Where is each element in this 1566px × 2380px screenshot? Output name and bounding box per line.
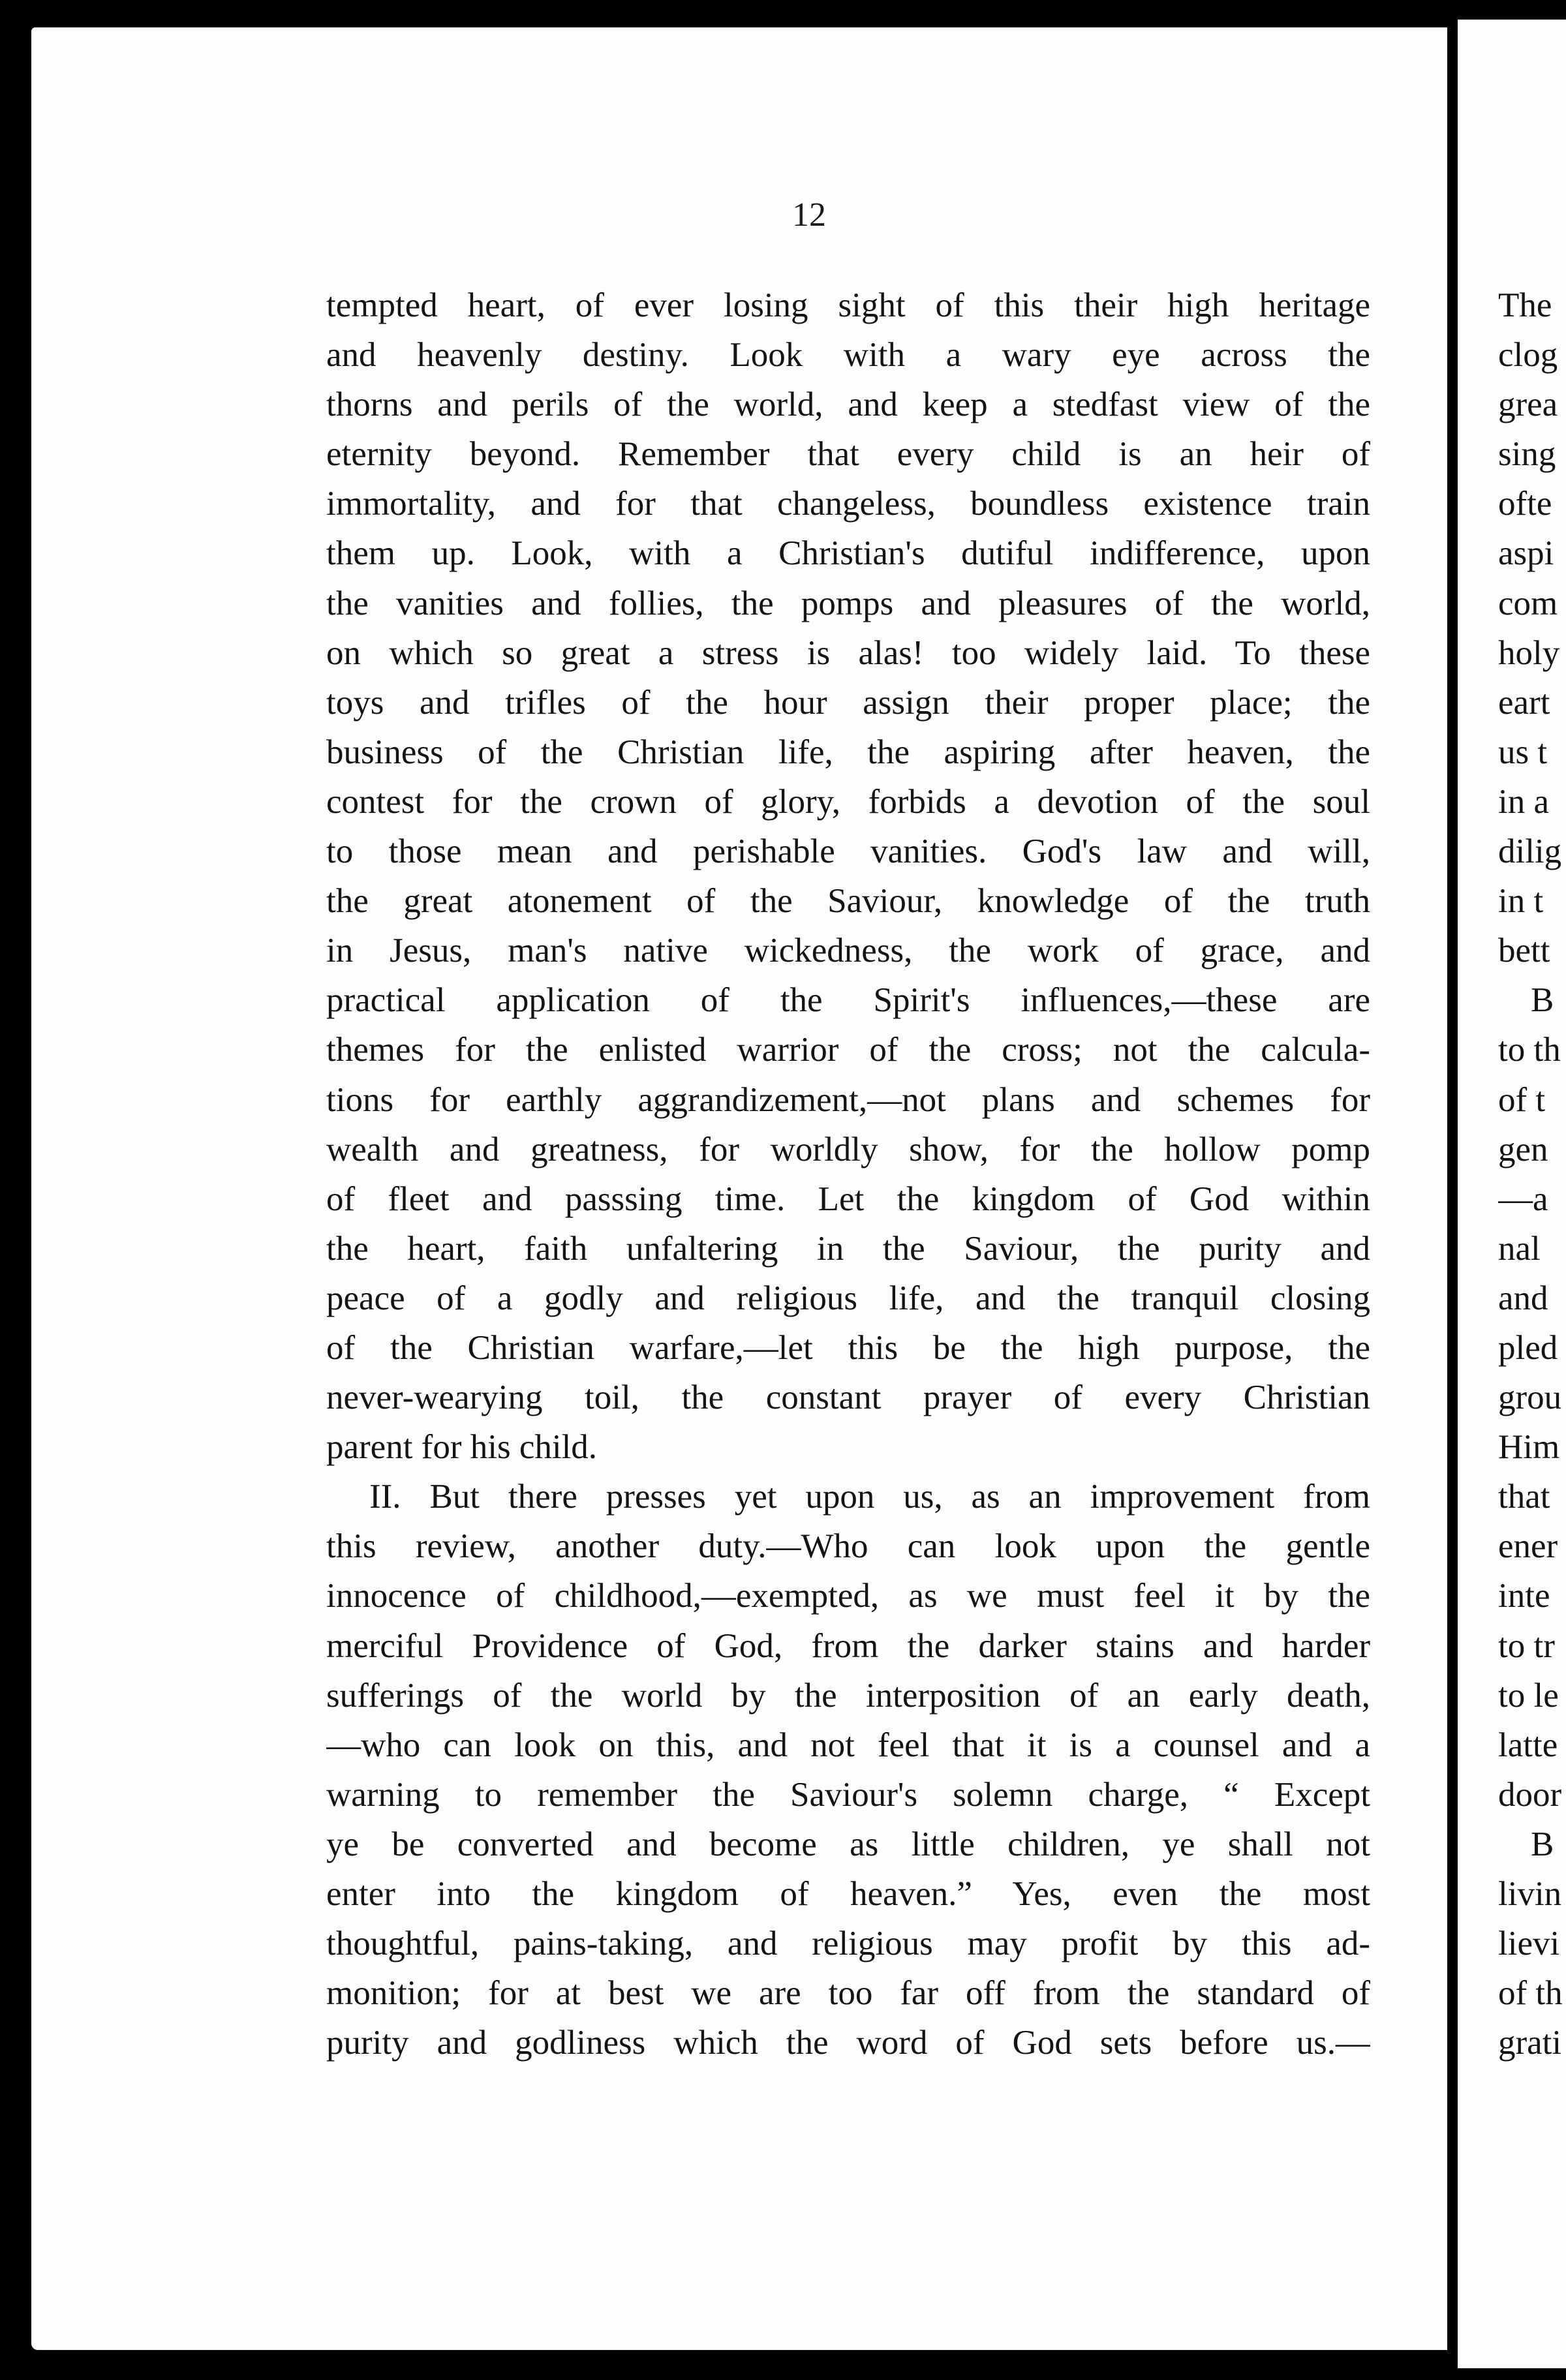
text-line: of the Christian warfare,—let this be the high purpose, the <box>326 1328 1370 1367</box>
right-page-fragment: grou <box>1498 1379 1562 1417</box>
right-page-fragment: lievi <box>1498 1925 1560 1963</box>
text-line: themes for the enlisted warrior of the cross; not the calcula- <box>326 1031 1370 1069</box>
text-line: sufferings of the world by the interposition of an early death, <box>326 1676 1370 1715</box>
right-page-fragment: aspi <box>1498 534 1554 573</box>
text-line: merciful Providence of God, from the darker stains and harder <box>326 1626 1370 1665</box>
text-line: the vanities and follies, the pomps and pleasures of the world, <box>326 584 1370 622</box>
right-page-text <box>1498 281 1566 2067</box>
right-page-fragment: grati <box>1498 2024 1562 2062</box>
right-page-fragment: Him <box>1498 1428 1560 1467</box>
right-page-fragment: to th <box>1498 1031 1561 1069</box>
text-line: thorns and perils of the world, and keep a stedfast view of the <box>326 386 1370 424</box>
right-page-fragment: eart <box>1498 683 1550 722</box>
right-page-fragment: in a <box>1498 782 1549 821</box>
text-line: ye be converted and become as little children, ye shall not <box>326 1825 1370 1863</box>
text-line: on which so great a stress is alas! too widely laid. To these <box>326 633 1370 672</box>
text-line: warning to remember the Saviour's solemn charge, “ Except <box>326 1775 1370 1814</box>
text-line: thoughtful, pains-taking, and religious may profit by this ad- <box>326 1925 1370 1963</box>
right-page-fragment: to tr <box>1498 1626 1555 1665</box>
right-page-fragment: livin <box>1498 1875 1562 1913</box>
right-page-fragment: of th <box>1498 1974 1563 2013</box>
right-page-fragment: gen <box>1498 1130 1548 1168</box>
right-page-fragment: in t <box>1498 882 1544 921</box>
right-page-fragment: sing <box>1498 435 1556 474</box>
text-line: eternity beyond. Remember that every child is an heir of <box>326 435 1370 474</box>
right-page-fragment: clog <box>1498 336 1558 374</box>
right-page-fragment: B <box>1531 1825 1554 1863</box>
text-line: never-wearying toil, the constant prayer of every Christian <box>326 1379 1370 1417</box>
text-line: toys and trifles of the hour assign their proper place; the <box>326 683 1370 722</box>
text-line: parent for his child. <box>326 1428 598 1467</box>
right-page-fragment: latte <box>1498 1726 1558 1764</box>
right-page-fragment: bett <box>1498 932 1550 970</box>
right-page-fragment: nal <box>1498 1229 1541 1268</box>
text-line: purity and godliness which the word of God sets before us.— <box>326 2024 1370 2062</box>
text-line: wealth and greatness, for worldly show, for the hollow pomp <box>326 1130 1370 1168</box>
right-page-fragment: com <box>1498 584 1558 622</box>
text-line: of fleet and passsing time. Let the kingdom of God within <box>326 1180 1370 1218</box>
text-line: —who can look on this, and not feel that it is a counsel and a <box>326 1726 1370 1764</box>
text-line: monition; for at best we are too far off from the standard of <box>326 1974 1370 2013</box>
text-line: business of the Christian life, the aspiring after heaven, the <box>326 733 1370 771</box>
text-line: peace of a godly and religious life, and the tranquil closing <box>326 1279 1370 1317</box>
right-page-fragment: of t <box>1498 1080 1546 1119</box>
text-line: innocence of childhood,—exempted, as we must feel it by the <box>326 1577 1370 1615</box>
right-page-fragment: that <box>1498 1478 1550 1516</box>
text-line: to those mean and perishable vanities. God's law and will, <box>326 832 1370 871</box>
right-page-fragment: us t <box>1498 733 1548 771</box>
text-line: the heart, faith unfaltering in the Saviour, the purity and <box>326 1229 1370 1268</box>
right-page-fragment: dilig <box>1498 832 1562 871</box>
text-line: enter into the kingdom of heaven.” Yes, even the most <box>326 1875 1370 1913</box>
right-page-fragment: B <box>1531 981 1554 1020</box>
text-line: tions for earthly aggrandizement,—not plans and schemes for <box>326 1080 1370 1119</box>
text-line: in Jesus, man's native wickedness, the work of grace, and <box>326 932 1370 970</box>
text-line: practical application of the Spirit's influences,—these are <box>326 981 1370 1020</box>
right-page-fragment: and <box>1498 1279 1548 1317</box>
text-line: the great atonement of the Saviour, knowledge of the truth <box>326 882 1370 921</box>
text-line: contest for the crown of glory, forbids a devotion of the soul <box>326 782 1370 821</box>
right-page-fragment: holy <box>1498 633 1560 672</box>
right-page-fragment: door <box>1498 1775 1562 1814</box>
right-page-fragment: inte <box>1498 1577 1550 1615</box>
right-page-fragment: —a <box>1498 1180 1548 1218</box>
right-page-fragment: The <box>1498 286 1552 324</box>
page-number: 12 <box>792 196 826 234</box>
right-page-fragment: ofte <box>1498 485 1552 523</box>
text-line: immortality, and for that changeless, boundless existence train <box>326 485 1370 523</box>
text-line: this review, another duty.—Who can look upon the gentle <box>326 1527 1370 1566</box>
text-line: them up. Look, with a Christian's dutiful indifference, upon <box>326 534 1370 573</box>
main-text-block <box>326 281 1370 2067</box>
text-line: and heavenly destiny. Look with a wary eye across the <box>326 336 1370 374</box>
right-page-fragment: pled <box>1498 1328 1558 1367</box>
right-page-fragment: grea <box>1498 386 1558 424</box>
right-page-fragment: ener <box>1498 1527 1558 1566</box>
text-line: II. But there presses yet upon us, as an improvement from <box>369 1478 1370 1516</box>
right-page-fragment: to le <box>1498 1676 1559 1715</box>
text-line: tempted heart, of ever losing sight of this their high heritage <box>326 286 1370 324</box>
